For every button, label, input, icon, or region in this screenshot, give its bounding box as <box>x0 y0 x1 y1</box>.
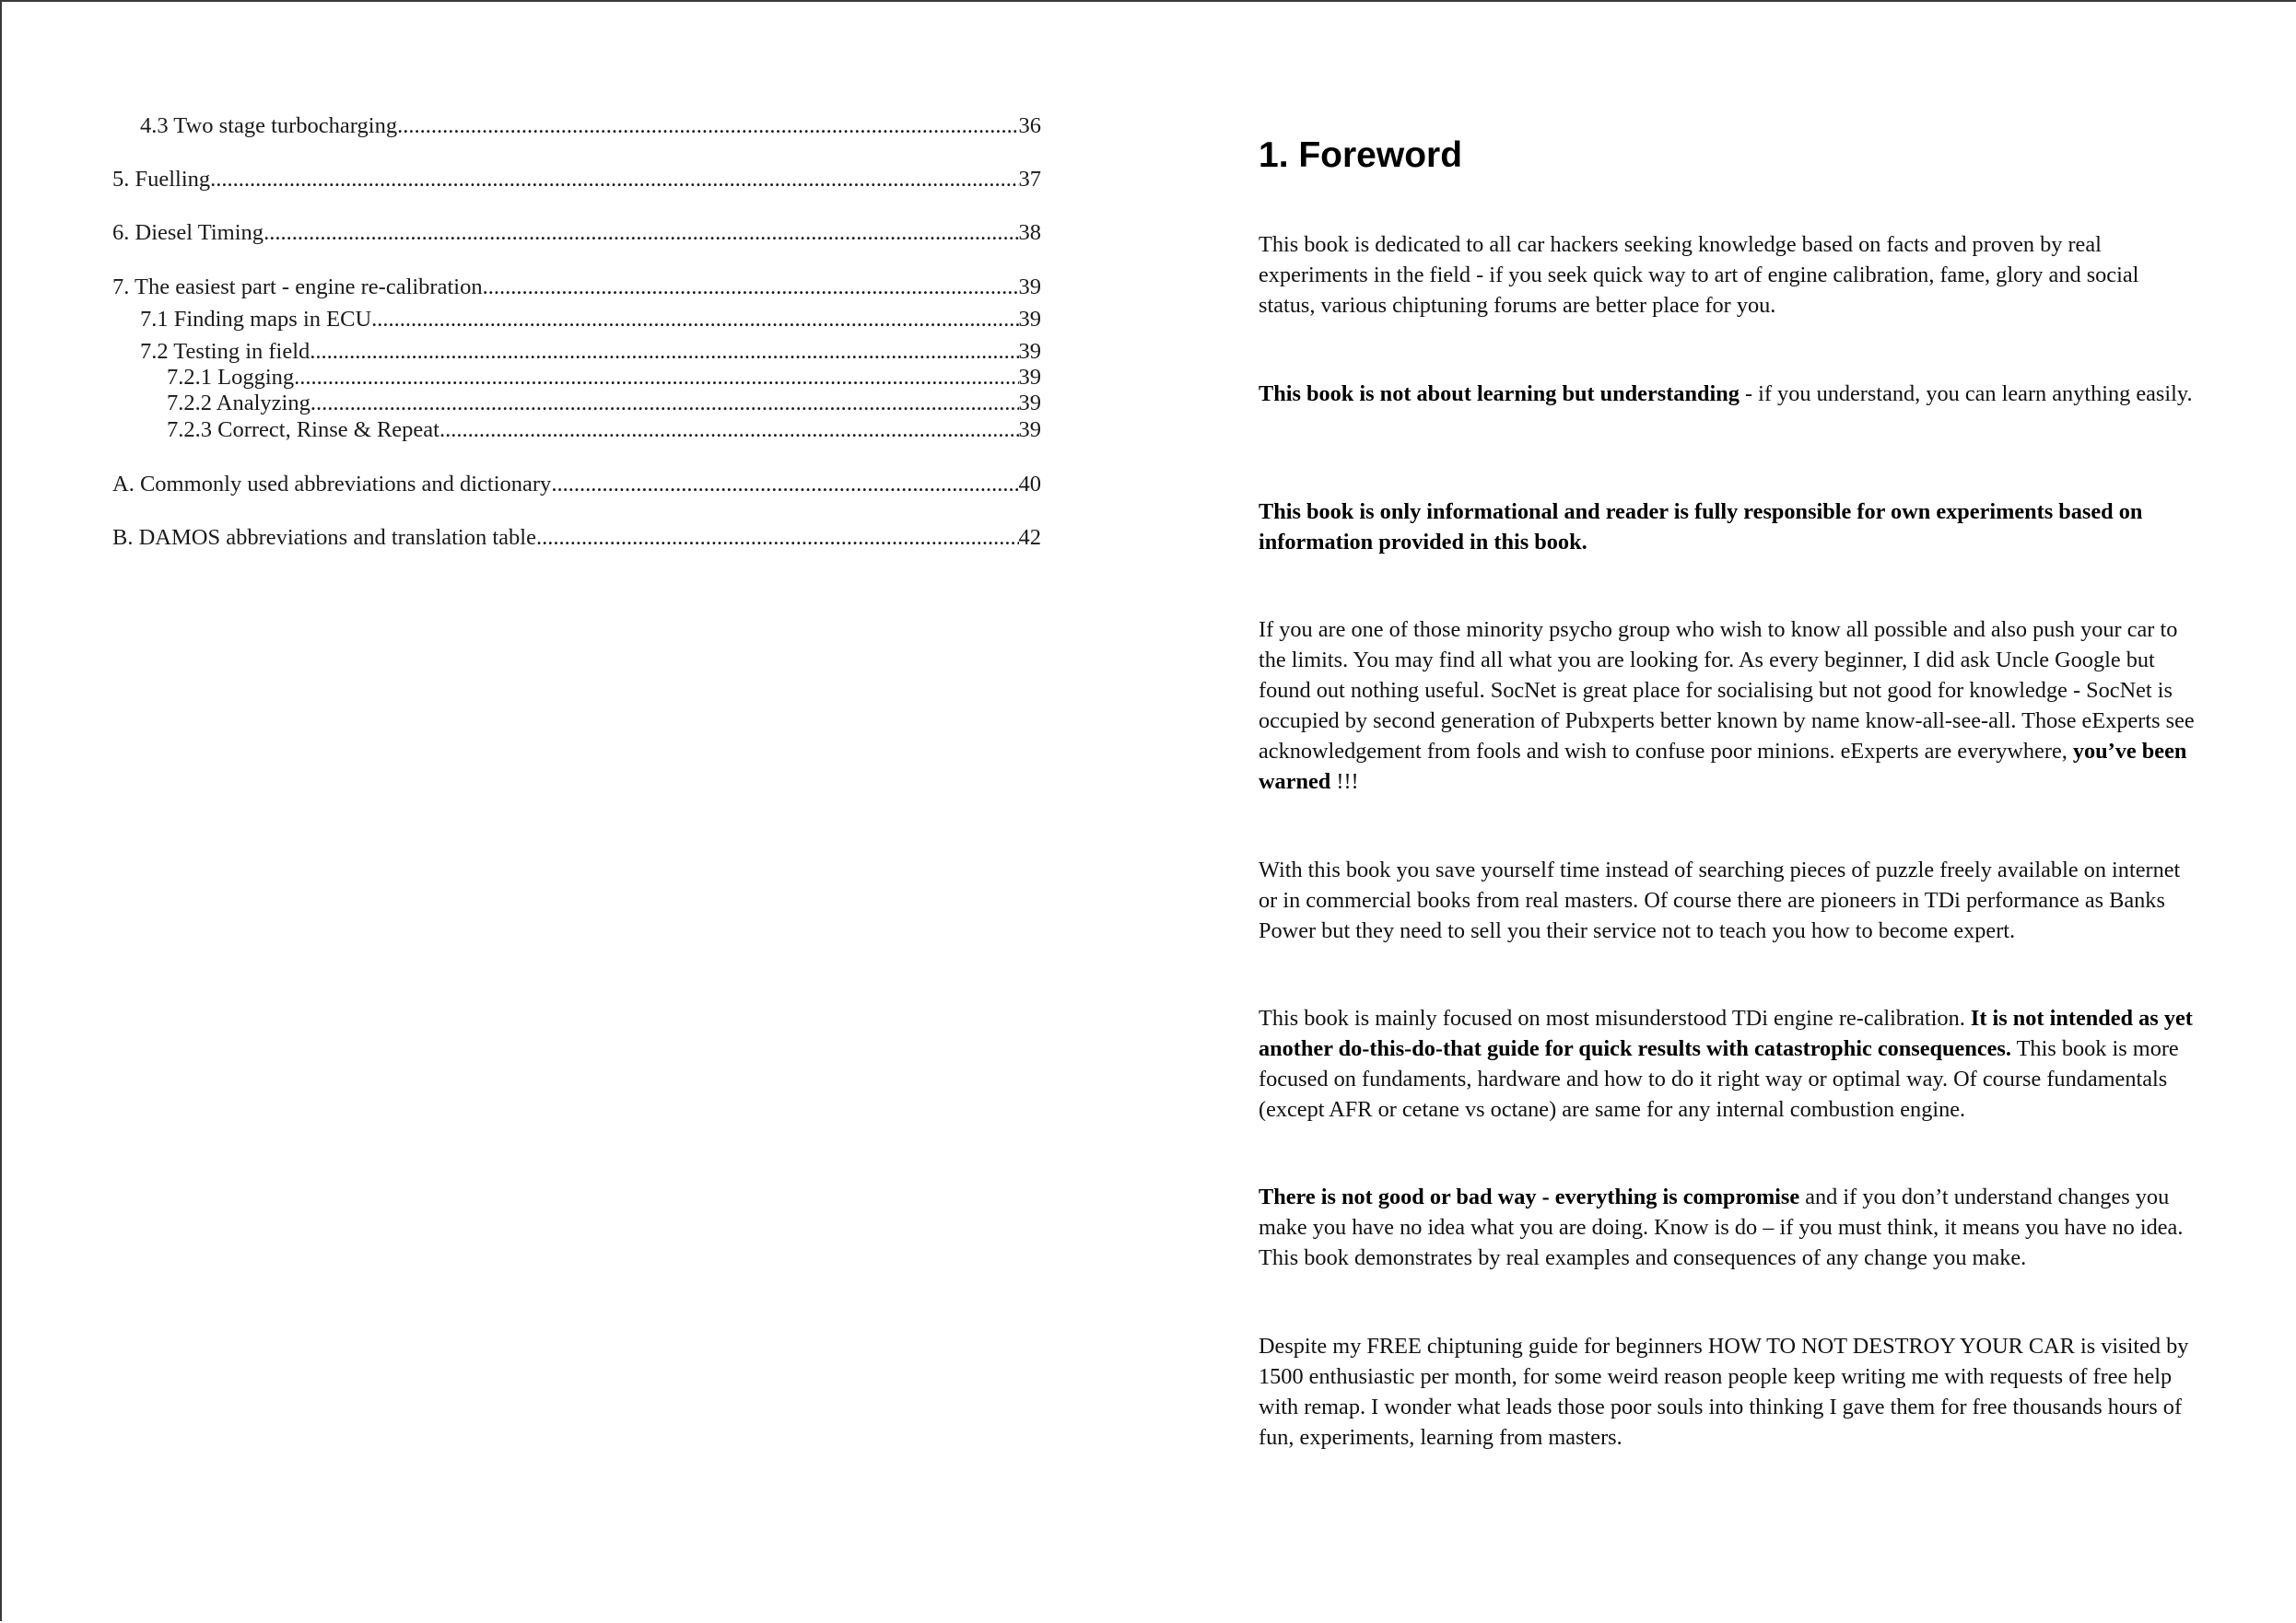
toc-dot-leader <box>210 166 1018 193</box>
paragraph-text: - if you understand, you can learn anything easily. <box>1739 381 2193 406</box>
toc-dot-leader <box>371 306 1018 333</box>
toc-entry-title: 7.2.3 Correct, Rinse & Repeat <box>167 417 439 442</box>
toc-entry[interactable] <box>112 274 1041 301</box>
bold-text: you’ve been warned <box>1259 739 2187 794</box>
paragraph-text-tail: This book is more focused on fundaments, hardware and how to do it right way or optimal way. Of course fundamentals (except AFR or cetane vs octane) are same for any internal combustion engine. <box>1259 1036 2179 1122</box>
toc-entry-title: 5. Fuelling <box>112 167 211 192</box>
toc-entry-title: B. DAMOS abbreviations and translation table <box>112 525 536 550</box>
paragraph-text: This book is dedicated to all car hackers seeking knowledge based on facts and proven by real experiments in the field - if you seek quick way to art of engine calibration, fame, glory and social status, various chiptuning forums are better place for you. <box>1259 232 2139 318</box>
toc-dot-leader <box>310 390 1019 417</box>
paragraph-free-guide <box>1259 1331 2198 1453</box>
toc-entry[interactable] <box>140 306 1041 333</box>
paragraph-text: Despite my FREE chiptuning guide for beginners HOW TO NOT DESTROY YOUR CAR is visited by 1500 enthusiastic per month, for some weird reason people keep writing me with requests of free help with remap. I wonder what leads those poor souls into thinking I gave them for free thousands hours of fun, experiments, learning from masters. <box>1259 1334 2189 1450</box>
toc-entry-page: 39 <box>1018 365 1041 390</box>
toc-entry[interactable] <box>167 416 1041 444</box>
toc-entry-title: 7.2.2 Analyzing <box>167 391 310 415</box>
toc-entry[interactable] <box>167 390 1041 417</box>
toc-dot-leader <box>551 471 1018 498</box>
toc-entry-title: 6. Diesel Timing <box>112 220 264 245</box>
toc-entry[interactable] <box>140 112 1041 140</box>
left-page <box>2 2 1150 1623</box>
toc-entry[interactable] <box>112 166 1041 193</box>
toc-entry-page: 36 <box>1018 113 1041 138</box>
paragraph-text: With this book you save yourself time instead of searching pieces of puzzle freely available on internet or in commercial books from real masters. Of course there are pioneers in TDi performance as Banks Power but they need to sell you their service not to teach you how to become expert. <box>1259 858 2181 943</box>
toc-entry-page: 42 <box>1018 525 1041 550</box>
bold-text: This book is only informational and reader is fully responsible for own experiments based on information provided in this book. <box>1259 499 2143 555</box>
toc-entry[interactable] <box>112 471 1041 498</box>
toc-entry-page: 39 <box>1018 391 1041 415</box>
toc-entry-title: 7.2 Testing in field <box>140 339 310 364</box>
toc-entry-title: 7. The easiest part - engine re-calibration <box>112 274 483 299</box>
bold-text: There is not good or bad way - everything is compromise <box>1259 1185 1800 1209</box>
toc-entry[interactable] <box>112 524 1041 552</box>
toc-entry[interactable] <box>112 219 1041 247</box>
toc-dot-leader <box>397 112 1018 140</box>
toc-entry-page: 40 <box>1018 472 1041 496</box>
toc-dot-leader <box>439 416 1019 444</box>
bold-text: It is not intended as yet another do-this-do-that guide for quick results with catastrophic consequences. <box>1259 1006 2193 1061</box>
paragraph-text: This book is mainly focused on most misunderstood TDi engine re-calibration. <box>1259 1006 1971 1031</box>
toc-entry-page: 39 <box>1018 417 1041 442</box>
paragraph-understanding <box>1259 379 2198 409</box>
toc-entry-title: 4.3 Two stage turbocharging <box>140 113 398 138</box>
toc-entry[interactable] <box>140 338 1041 366</box>
toc-entry-page: 39 <box>1018 339 1041 364</box>
toc-dot-leader <box>294 364 1018 391</box>
toc-entry-title: A. Commonly used abbreviations and dictionary <box>112 472 552 496</box>
toc-dot-leader <box>264 219 1018 247</box>
paragraph-focus <box>1259 1003 2198 1125</box>
toc-entry-title: 7.1 Finding maps in ECU <box>140 307 372 332</box>
toc-entry-page: 39 <box>1018 274 1041 299</box>
bold-text: This book is not about learning but understanding <box>1259 381 1740 406</box>
toc-entry-page: 37 <box>1018 167 1041 192</box>
toc-entry-page: 39 <box>1018 307 1041 332</box>
toc-entry-title: 7.2.1 Logging <box>167 365 295 390</box>
toc-entry-page: 38 <box>1018 220 1041 245</box>
toc-dot-leader <box>310 338 1018 366</box>
toc-entry[interactable] <box>167 364 1041 391</box>
paragraph-audience <box>1259 614 2198 797</box>
paragraph-disclaimer <box>1259 496 2198 557</box>
toc-dot-leader <box>536 524 1019 552</box>
paragraph-text-tail: !!! <box>1330 769 1359 794</box>
paragraph-text: and if you don’t understand changes you make you have no idea what you are doing. Know is do – if you must think, it means you have no idea. This book demonstrates by real examples and consequences of any change you make. <box>1259 1185 2184 1270</box>
right-page <box>1150 2 2296 1623</box>
paragraph-dedication <box>1259 229 2198 321</box>
paragraph-compromise <box>1259 1182 2198 1273</box>
paragraph-text: If you are one of those minority psycho group who wish to know all possible and also push your car to the limits. You may find all what you are looking for. As every beginner, I did ask Uncle Google but found out nothing useful. SocNet is great place for socialising but not good for knowledge - SocNet is occupied by second generation of Pubxperts better known by name know-all-see-all. Those eExperts see acknowledgement from fools and wish to confuse poor minions. eExperts are everywhere, <box>1259 617 2195 764</box>
paragraph-save-time <box>1259 855 2198 946</box>
chapter-heading: 1. Foreword <box>1259 135 1463 175</box>
toc-dot-leader <box>483 274 1019 301</box>
